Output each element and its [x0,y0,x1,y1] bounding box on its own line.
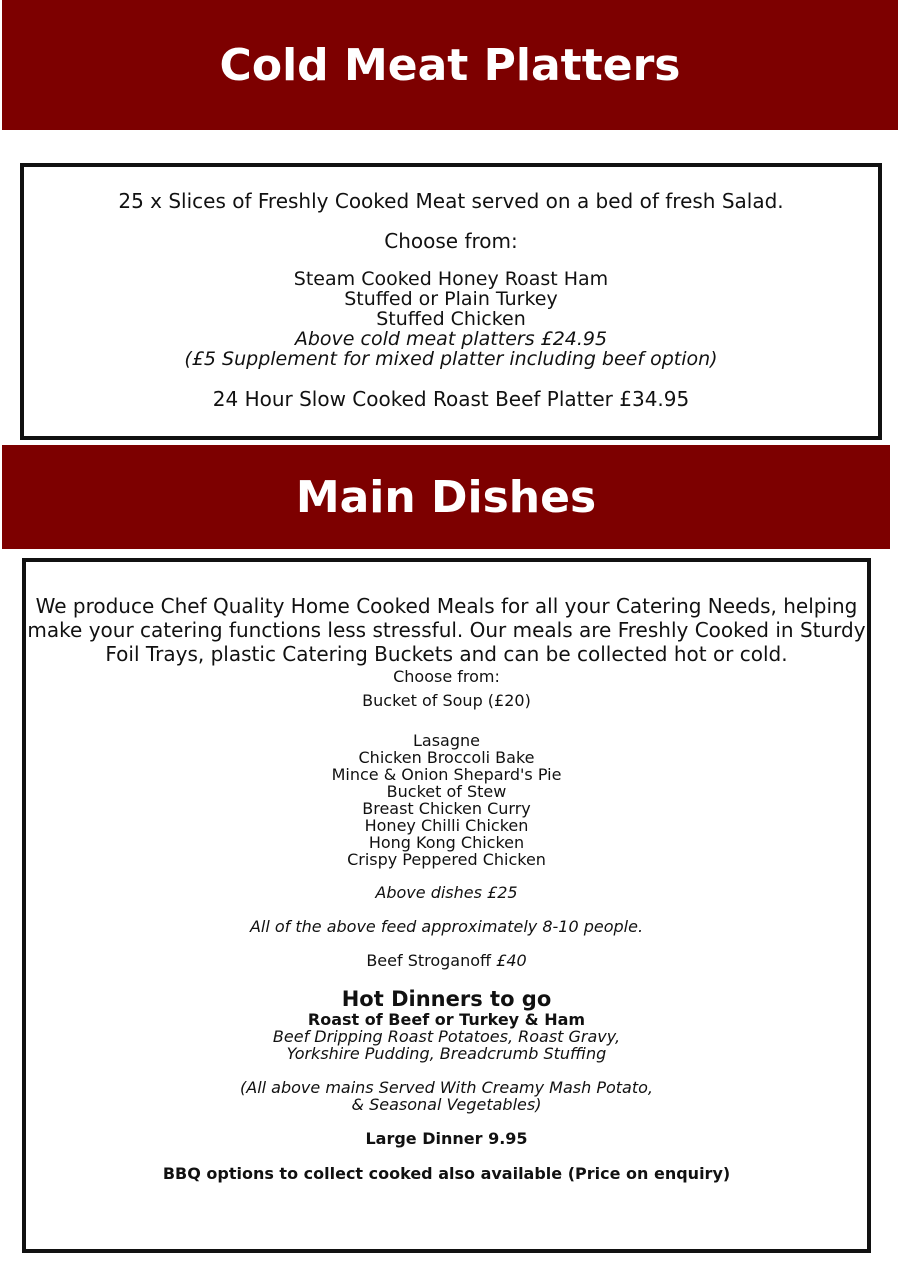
hot-dinners-subtitle: Roast of Beef or Turkey & Ham [307,1010,586,1029]
cold-item: Stuffed or Plain Turkey [344,288,558,310]
cold-meat-title: Cold Meat Platters [219,39,681,91]
stroganoff-price: £40 [496,951,527,970]
hot-dinners-line: Beef Dripping Roast Potatoes, Roast Gravy, [272,1027,621,1046]
stroganoff-label: Beef Stroganoff [366,951,497,970]
cold-intro: 25 x Slices of Freshly Cooked Meat served on a bed of fresh Salad. [118,189,784,213]
main-choose: Choose from: [393,667,500,686]
stroganoff-line [26,952,867,969]
cold-price-note: Above cold meat platters £24.95 [294,328,608,350]
cold-item: Stuffed Chicken [376,308,526,330]
dishes-price: Above dishes £25 [375,883,518,902]
cold-item: Steam Cooked Honey Roast Ham [293,268,609,290]
feeds-note: All of the above feed approximately 8-10 people. [249,917,644,936]
beef-platter: 24 Hour Slow Cooked Roast Beef Platter £34.95 [212,387,690,411]
dish-item: Chicken Broccoli Bake [358,748,535,767]
dish-item: Crispy Peppered Chicken [347,850,546,869]
cold-meat-banner [2,0,898,130]
main-dishes-box [22,558,871,1253]
main-dishes-title: Main Dishes [295,471,597,523]
cold-supplement-note: (£5 Supplement for mixed platter including beef option) [184,348,718,370]
dish-item: Breast Chicken Curry [362,799,531,818]
dish-item: Lasagne [413,731,480,750]
main-intro-line: We produce Chef Quality Home Cooked Meals for all your Catering Needs, helping [35,594,858,618]
dish-item: Hong Kong Chicken [368,833,525,852]
soup-item: Bucket of Soup (£20) [362,691,531,710]
hot-dinners-title: Hot Dinners to go [341,987,552,1011]
dish-item: Honey Chilli Chicken [364,816,529,835]
served-line: & Seasonal Vegetables) [351,1095,542,1114]
dish-item: Bucket of Stew [386,782,507,801]
cold-meat-box [20,163,882,440]
main-dishes-banner [2,445,890,549]
dish-list [26,732,867,868]
main-intro-line: Foil Trays, plastic Catering Buckets and can be collected hot or cold. [105,642,788,666]
served-line: (All above mains Served With Creamy Mash Potato, [240,1078,653,1097]
dish-item: Mince & Onion Shepard's Pie [331,765,562,784]
hot-dinners-line: Yorkshire Pudding, Breadcrumb Stuffing [286,1044,607,1063]
main-intro-line: make your catering functions less stressful. Our meals are Freshly Cooked in Sturdy [27,618,866,642]
cold-choose: Choose from: [384,229,518,253]
large-dinner: Large Dinner 9.95 [365,1129,528,1148]
bbq-note: BBQ options to collect cooked also available (Price on enquiry) [162,1164,731,1183]
